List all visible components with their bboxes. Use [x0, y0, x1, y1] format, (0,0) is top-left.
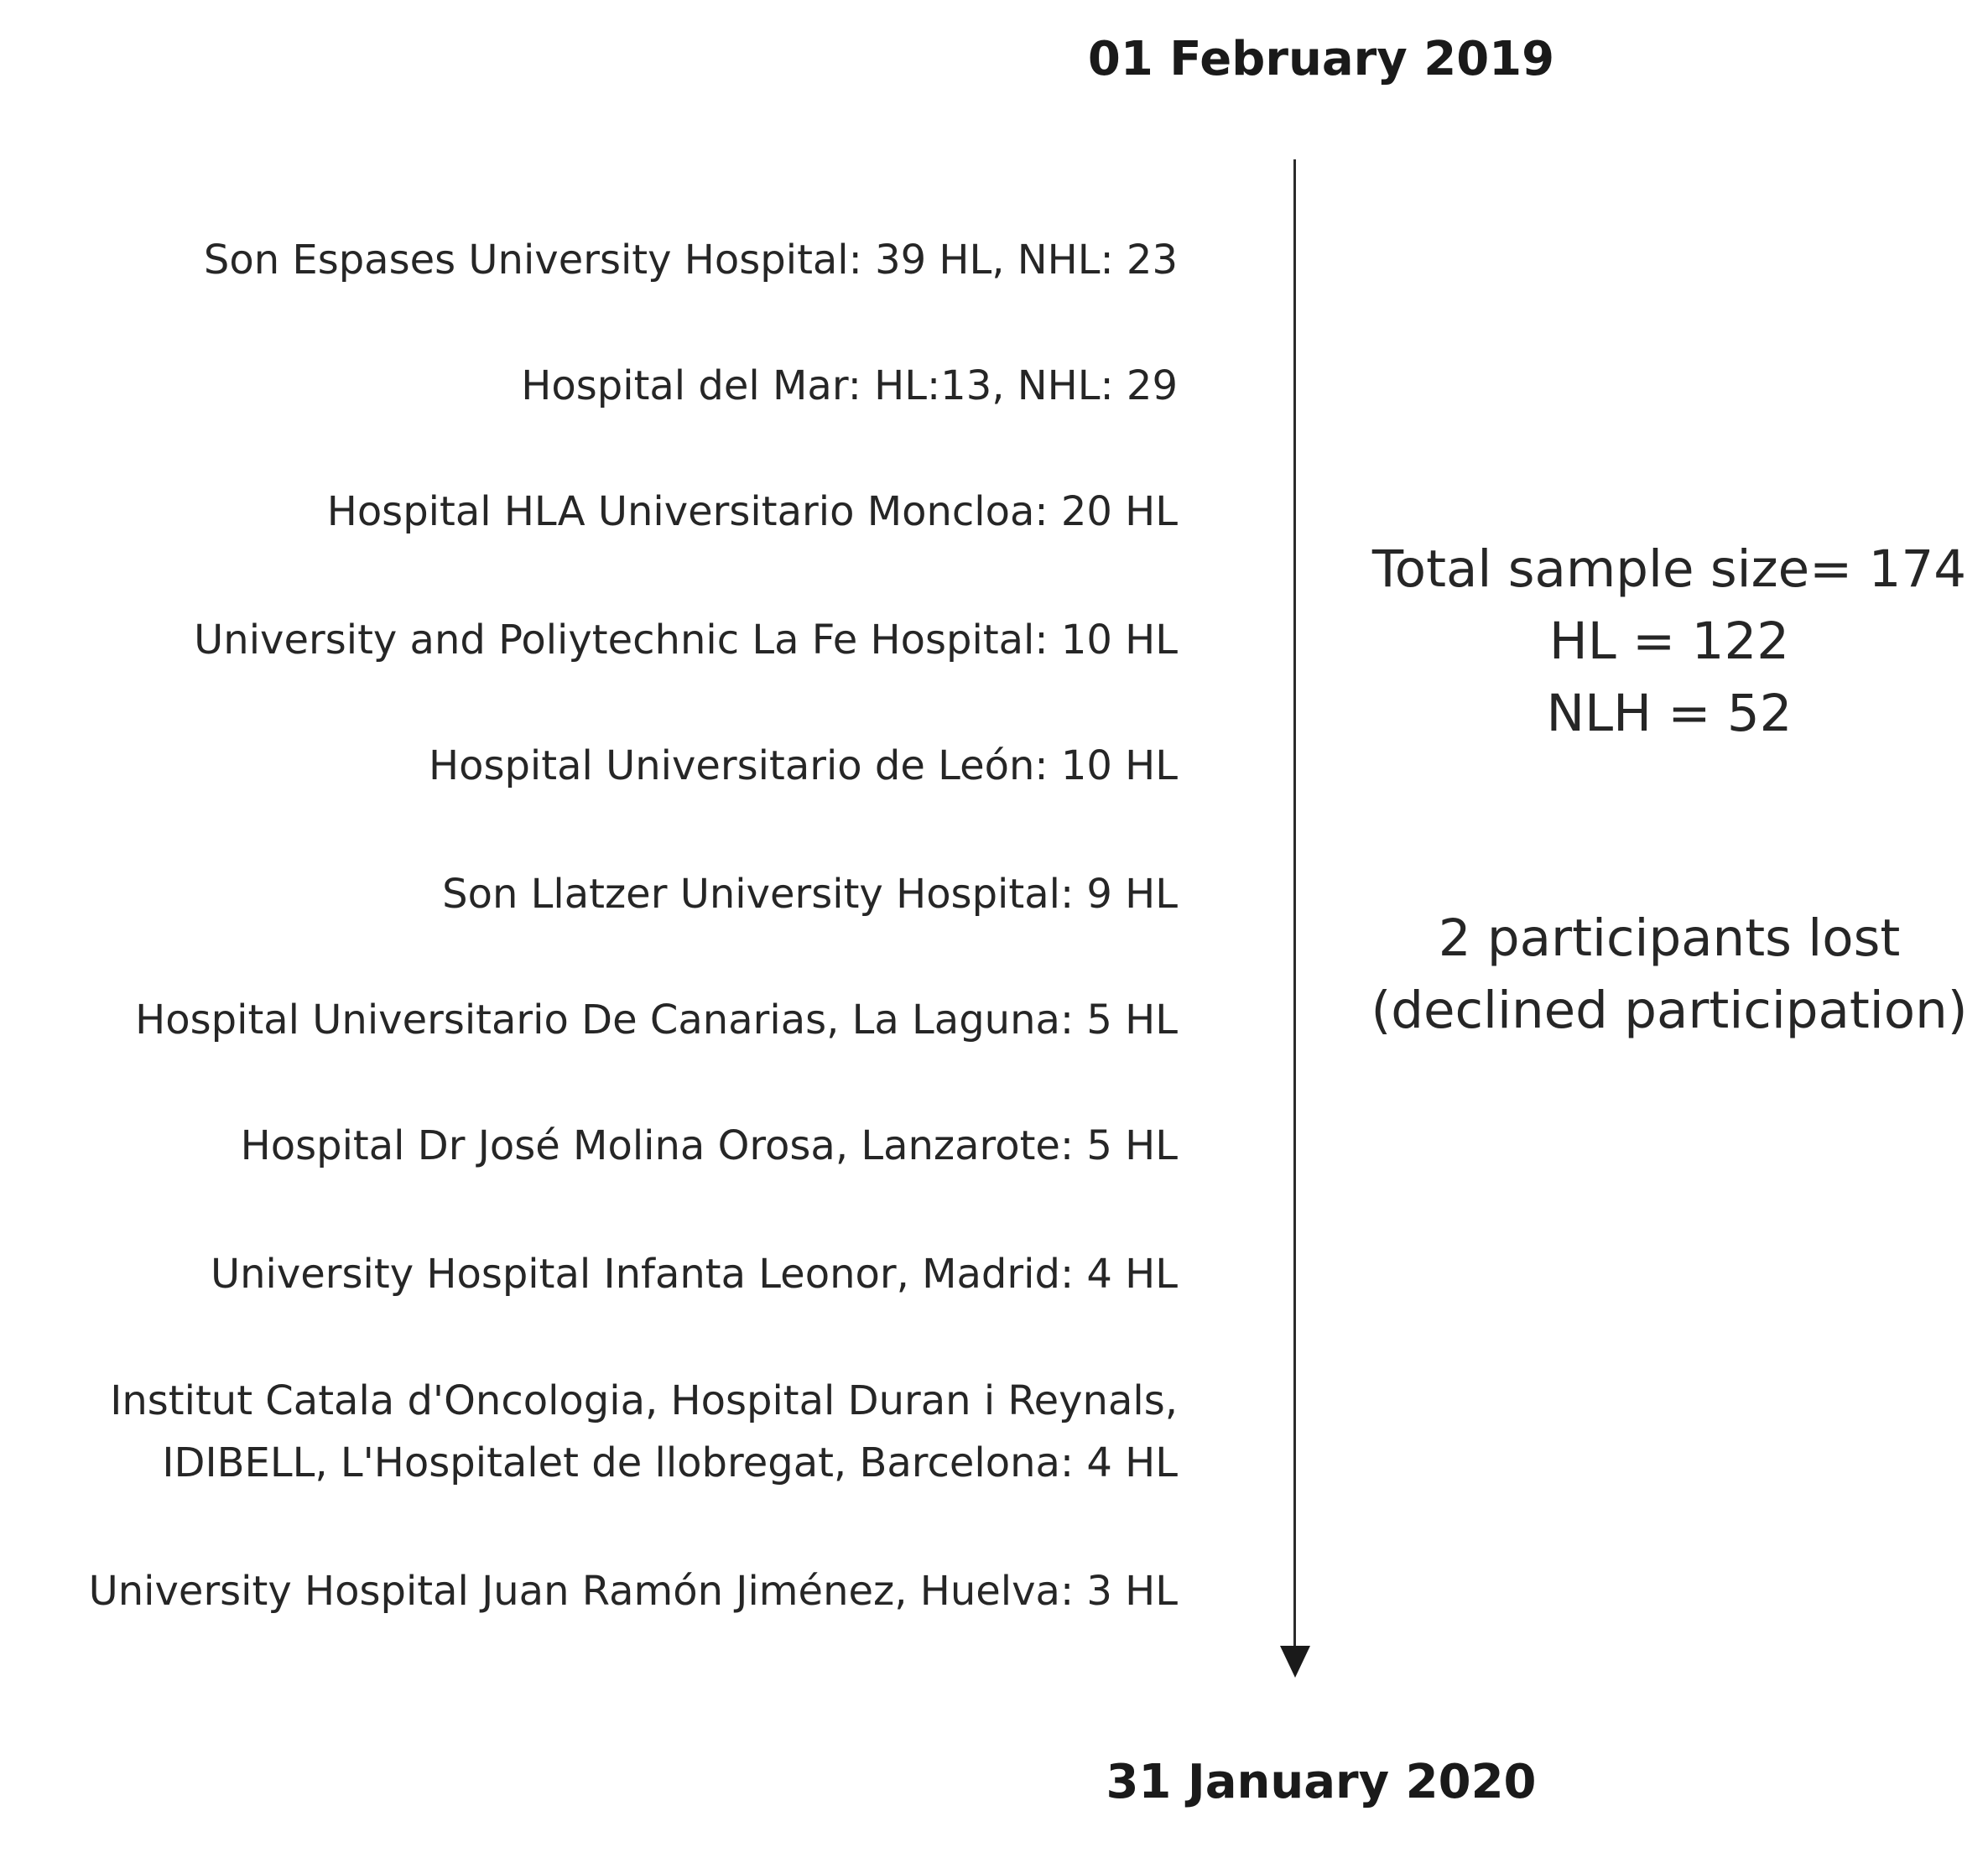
start-date-label: 01 February 2019: [1087, 32, 1555, 86]
timeline-line: [1293, 159, 1296, 1648]
site-entry: [327, 481, 1178, 543]
site-entry: [194, 609, 1178, 671]
site-label: Son Llatzer University Hospital: 9 HL: [442, 871, 1178, 918]
site-label: Hospital Universitario De Canarias, La Laguna: 5 HL: [135, 997, 1178, 1043]
site-label: Hospital HLA Universitario Moncloa: 20 HL: [326, 488, 1178, 535]
site-label: University Hospital Infanta Leonor, Madrid: 4 HL: [210, 1251, 1178, 1298]
site-entry: [211, 1243, 1178, 1305]
timeline-arrow-head: [1280, 1646, 1310, 1678]
site-entry-multiline: [110, 1370, 1178, 1494]
end-date-label: 31 January 2020: [1106, 1755, 1537, 1809]
participants-lost-line-2: (declined participation): [1371, 981, 1968, 1040]
site-entry: [442, 863, 1178, 925]
site-entry: [135, 989, 1178, 1051]
site-label: Hospital Universitario de León: 10 HL: [428, 742, 1178, 789]
hl-count: HL = 122: [1548, 612, 1790, 671]
participants-lost-note: [1342, 903, 1988, 1047]
sample-size-summary: [1342, 533, 1988, 750]
site-label: University Hospital Juan Ramón Jiménez, Huelva: 3 HL: [88, 1568, 1178, 1615]
site-label-line-1: Institut Catala d'Oncologia, Hospital Duran i Reynals,: [110, 1377, 1178, 1424]
site-label: Son Espases University Hospital: 39 HL, NHL: 23: [203, 237, 1178, 284]
site-label: University and Poliytechnic La Fe Hospital: 10 HL: [194, 617, 1178, 664]
site-entry: [204, 229, 1178, 291]
total-sample-size: Total sample size= 174: [1371, 539, 1967, 599]
nlh-count: NLH = 52: [1546, 684, 1793, 743]
site-entry: [429, 735, 1178, 797]
site-entry: [521, 355, 1178, 417]
site-entry: [241, 1115, 1178, 1177]
site-entry: [89, 1560, 1178, 1622]
site-label: Hospital Dr José Molina Orosa, Lanzarote: 5 HL: [240, 1122, 1178, 1169]
site-label-line-2: IDIBELL, L'Hospitalet de llobregat, Barcelona: 4 HL: [162, 1439, 1178, 1486]
participants-lost-line-1: 2 participants lost: [1438, 908, 1901, 968]
site-label: Hospital del Mar: HL:13, NHL: 29: [521, 362, 1178, 409]
